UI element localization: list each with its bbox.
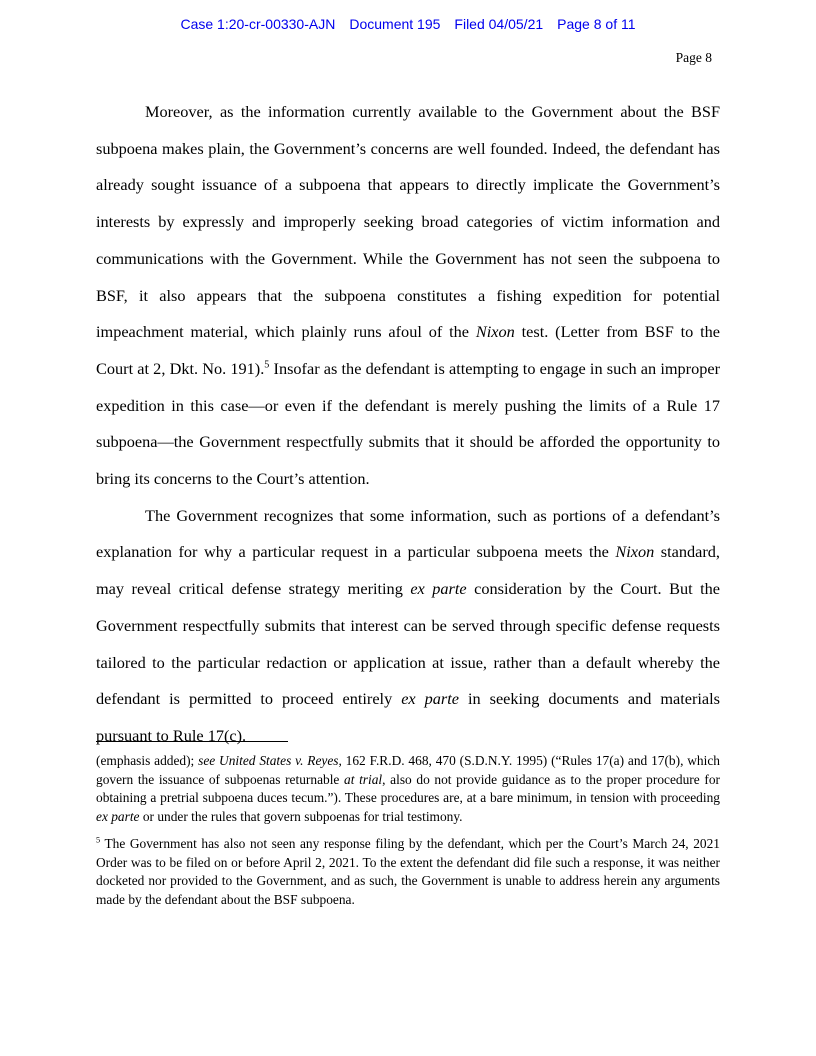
body-paragraph-2: The Government recognizes that some information, such as portions of a defendant’s explanation for why a particular request in a particular subpoena meets the Nixon standard, may reveal critical defense strategy meriting ex parte consideration by the Court. But the Government respectfully submits that interest can be served through specific defense requests tailored to the particular redaction or application at issue, rather than a default whereby the defendant is permitted to proceed entirely ex parte in seeking documents and materials pursuant to Rule 17(c).	[96, 505, 721, 745]
footnote-section	[96, 741, 720, 909]
ecf-stamp-filed-date: Filed 04/05/21	[454, 16, 544, 32]
ecf-header-stamp	[0, 16, 816, 32]
page-number: Page 8	[675, 50, 712, 65]
footnote-5: $^5$ The Government has also not seen any response filing by the defendant, which per the Court’s March 24, 2021 Order was to be filed on or before April 2, 2021. To the extent the defendant did file such a response, it was neither docketed nor provided to the Government, and as such, the Government is unable to address herein any arguments made by the defendant about the BSF subpoena.	[96, 835, 720, 907]
ecf-stamp-case-number: Case 1:20-cr-00330-AJN	[180, 16, 336, 32]
footnote-continuation: (emphasis added); see United States v. Reyes, 162 F.R.D. 468, 470 (S.D.N.Y. 1995) (“Rules 17(a) and 17(b), which govern the issuance of subpoenas returnable at trial, also do not provide guidance as to the proper procedure for obtaining a pretrial subpoena duces tecum.”). These procedures are, at a bare minimum, in tension with proceeding ex parte or under the rules that govern subpoenas for trial testimony.	[96, 753, 720, 824]
ecf-stamp-document-number: Document 195	[349, 16, 441, 32]
ecf-stamp-page-count: Page 8 of 11	[557, 16, 636, 32]
body-paragraph-1: Moreover, as the information currently available to the Government about the BSF subpoena makes plain, the Government’s concerns are well founded. Indeed, the defendant has already sought issuance of a subpoena that appears to directly implicate the Government’s interests by expressly and improperly seeking broad categories of victim information and communications with the Government. While the Government has not seen the subpoena to BSF, it also appears that the subpoena constitutes a fishing expedition for potential impeachment material, which plainly runs afoul of the Nixon test. (Letter from BSF to the Court at 2, Dkt. No. 191).$^5$ Insofar as the defendant is attempting to engage in such an improper expedition in this case—or even if the defendant is merely pushing the limits of a Rule 17 subpoena—the Government respectfully submits that it should be afforded the opportunity to bring its concerns to the Court’s attention.	[96, 102, 721, 489]
document-body	[96, 94, 720, 755]
footnote-separator	[96, 741, 288, 742]
